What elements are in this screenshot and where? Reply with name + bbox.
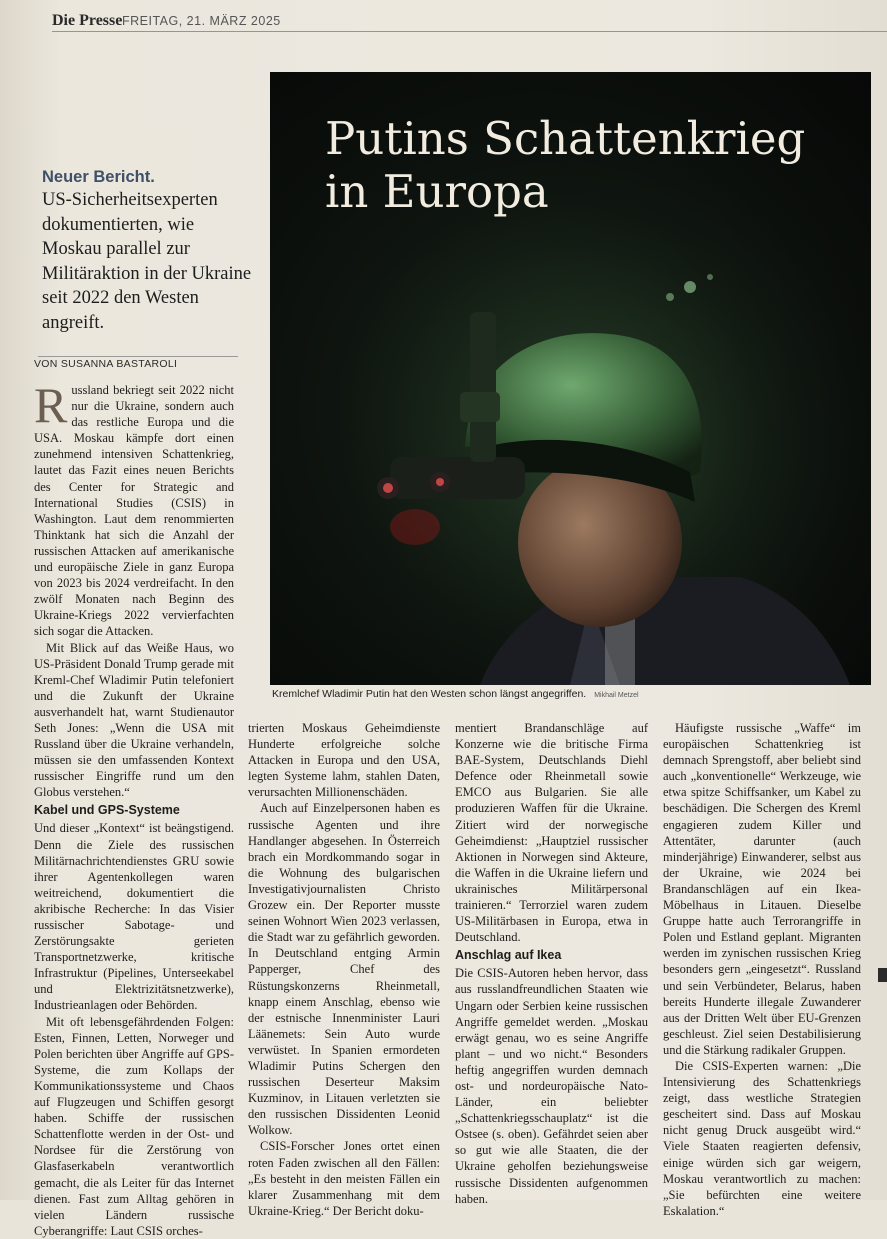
newspaper-logo: Die Presse — [52, 12, 123, 29]
headline — [325, 112, 845, 218]
subheading-2: Anschlag auf Ikea — [455, 948, 562, 963]
paragraph-2: Mit Blick auf das Weiße Haus, wo US-Präsident Donald Trump gerade mit Kreml-Chef Wladimir Putin telefoniert und die Zukunft der Ukraine ausverhandelt hat, warnt Studienautor Seth Jones: „Wenn die USA mit Russland über die Ukraine verhandeln, müssen sie den umfassenden Kontext russischer Eingriffe rund um den Globus verstehen.“ — [34, 640, 234, 800]
paragraph-10: Häufigste russische „Waffe“ im europäischen Schattenkrieg ist demnach Sprengstoff, aber beliebt sind auch „konventionelle“ Werkzeuge, wie etwa spitze Schiffsanker, um Kabel zu beschädigen. Die Schergen des Kreml engagieren zudem Killer und Attentäter, darunter (auch minderjährige) Einwanderer, selbst aus der Ukraine, wie 2024 bei Brandanschlägen auf ein Ikea-Möbelhaus in Litauen. Dieselbe Gruppe hatte auch Terrorangriffe in Polen und Estland geplant. Migranten werden im zynischen russischen Krieg besonders gern „eingesetzt“. Russland und sein Verbündeter, Belarus, haben bereits Hunderte illegale Zuwanderer aus der Dritten Welt über EU-Grenzen geschleust. Ziel seien Destabilisierung und die Stärkung radikaler Gruppen. — [663, 721, 861, 1057]
paragraph-8: mentiert Brandanschläge auf Konzerne wie die britische Firma BAE-System, Deutschlands Diehl Defence oder Rheinmetall sowie EMCO aus Bulgarien. Sie alle produzieren Waffen für die Ukraine. Zitiert wird der norwegische Geheimdienst: „Hauptziel russischer Aktionen in Norwegen sind Akteure, die Waffen in die Ukraine liefern und ukrainisches Militärpersonal trainieren.“ Terrorziel waren zudem US-Militärbasen in Europa, etwa in Deutschland. — [455, 721, 648, 945]
byline: VON SUSANNA BASTAROLI — [34, 358, 178, 370]
paragraph-6: Auch auf Einzelpersonen haben es russische Agenten und ihre Handlanger abgesehen. In Österreich brach ein Mordkommando sogar in die Wohnung des bulgarischen Investigativjournalisten Christo Grozew ein. Der Reporter musste seinen Wohnort Wien 2023 verlassen, die Stadt war zu gefährlich geworden. In Deutschland entging Armin Papperger, Chef des Rüstungskonzerns Rheinmetall, knapp einem Anschlag, ebenso wie der estnische Innenminister Lauri Läänemets: Sein Auto wurde verwüstet. In Spanien ermordeten Wladimir Putins Schergen den russischen Deserteur Maksim Kuzminov, in Litauen verletzten sie den russischen Dissidenten Leonid Wolkow. — [248, 801, 440, 1138]
paragraph-11: Die CSIS-Experten warnen: „Die Intensivierung des Schattenkriegs zeigt, dass westliche Strategien gescheitert sind. Dass auf Moskau nicht genug Druck ausgeübt wird.“ Viele Staaten reagierten defensiv, einige würden sich gar weigern, Moskau verantwortlich zu machen: „Sie befürchten eine weitere Eskalation.“ — [663, 1058, 861, 1218]
page-edge-marker — [878, 968, 887, 982]
caption-text: Kremlchef Wladimir Putin hat den Westen schon längst angegriffen. — [272, 688, 587, 700]
byline-divider — [38, 356, 238, 357]
header-divider — [52, 31, 887, 32]
headline-line-2: in Europa — [325, 165, 549, 219]
article-column-1 — [34, 377, 234, 1238]
drop-cap: R — [34, 377, 68, 433]
paragraph-4: Mit oft lebensgefährdenden Folgen: Esten, Finnen, Letten, Norweger und Polen berichten über Angriffe auf GPS-Systeme, die zum Kollaps der Kommunikationssysteme und Chaos auf Flugzeugen und Schiffen gesorgt haben. Schiffe der russischen Schattenflotte werden in der Ost- und Nordsee für die Zerstörung von Glasfaserkabeln verantwortlich gemacht, die als Leiter für das Internet dienen. Fast zum Alltag gehören in vielen Ländern russische Cyberangriffe: Laut CSIS orches- — [34, 1014, 234, 1238]
subheading-1: Kabel und GPS-Systeme — [34, 803, 180, 818]
article-column-3 — [455, 720, 648, 1206]
issue-date: FREITAG, 21. MÄRZ 2025 — [122, 14, 281, 28]
paragraph-1 — [34, 377, 234, 640]
photo-credit: Mikhail Metzel — [594, 692, 639, 699]
paragraph-1-text: ussland bekriegt seit 2022 nicht nur die Ukraine, sondern auch das restliche Europa und die USA. Moskau kämpfe dort einen zunehmend intensiven Schattenkrieg, lautet das Fazit eines neuen Berichts des Center for Strategic and International Studies (CSIS) in Washington. Laut dem renommierten Thinktank hat sich die Anzahl der russischen Attacken auf amerikanische und europäische Ziele in ganz Europa von 2023 bis 2024 verdreifacht. In den zwölf Monaten nach Beginn des Ukraine-Kriegs 2022 vervierfachten sich sogar die Attacken. — [34, 383, 234, 639]
paragraph-9: Die CSIS-Autoren heben hervor, dass aus russlandfreundlichen Staaten wie Ungarn oder Serbien keine russischen Angriffe gemeldet werden. „Moskau erwägt genau, wo es seine Angriffe plant – und wo nicht.“ Besonders heftig angegriffen wurden demnach ost- und nordeuropäische Nato-Länder, ein beliebter „Schattenkriegsschauplatz“ ist die Ostsee (s. oben). Gefährdet seien aber so gut wie alle Staaten, die der Ukraine geholfen beziehungsweise russische Dissidenten aufgenommen haben. — [455, 966, 648, 1206]
paragraph-3: Und dieser „Kontext“ ist beängstigend. Denn die Ziele des russischen Militärnachrichtendienstes GRU sowie ihrer Agentenkollegen waren weitreichend, dokumentiert die akribische Recherche: In das Visier russischer Sabotage- und Zerstörungsakte gerieten Transportnetzwerke, kritische Infrastruktur (Pipelines, Unterseekabel und Elektrizitätsnetzwerke), Industrieanlagen oder Behörden. — [34, 821, 234, 1013]
article-column-2 — [248, 720, 440, 1218]
paragraph-7: CSIS-Forscher Jones ortet einen roten Faden zwischen all den Fällen: „Es besteht in den meisten Fällen ein klarer Zusammenhang mit dem Ukraine-Krieg.“ Der Bericht doku- — [248, 1139, 440, 1218]
lead-text: US-Sicherheitsexperten dokumentierten, wie Moskau parallel zur Militäraktion in der Ukraine seit 2022 den Westen angreift. — [42, 190, 252, 333]
paragraph-5: trierten Moskaus Geheimdienste Hunderte erfolgreiche solche Attacken in Europa und den USA, legten Systeme lahm, stahlen Daten, verursachten Millionenschäden. — [248, 721, 440, 800]
headline-line-1: Putins Schattenkrieg — [325, 112, 806, 165]
page-header — [52, 8, 887, 30]
kicker: Neuer Bericht. — [42, 168, 155, 186]
photo-caption — [272, 688, 872, 700]
article-photo — [270, 72, 871, 685]
article-column-4 — [663, 720, 861, 1218]
